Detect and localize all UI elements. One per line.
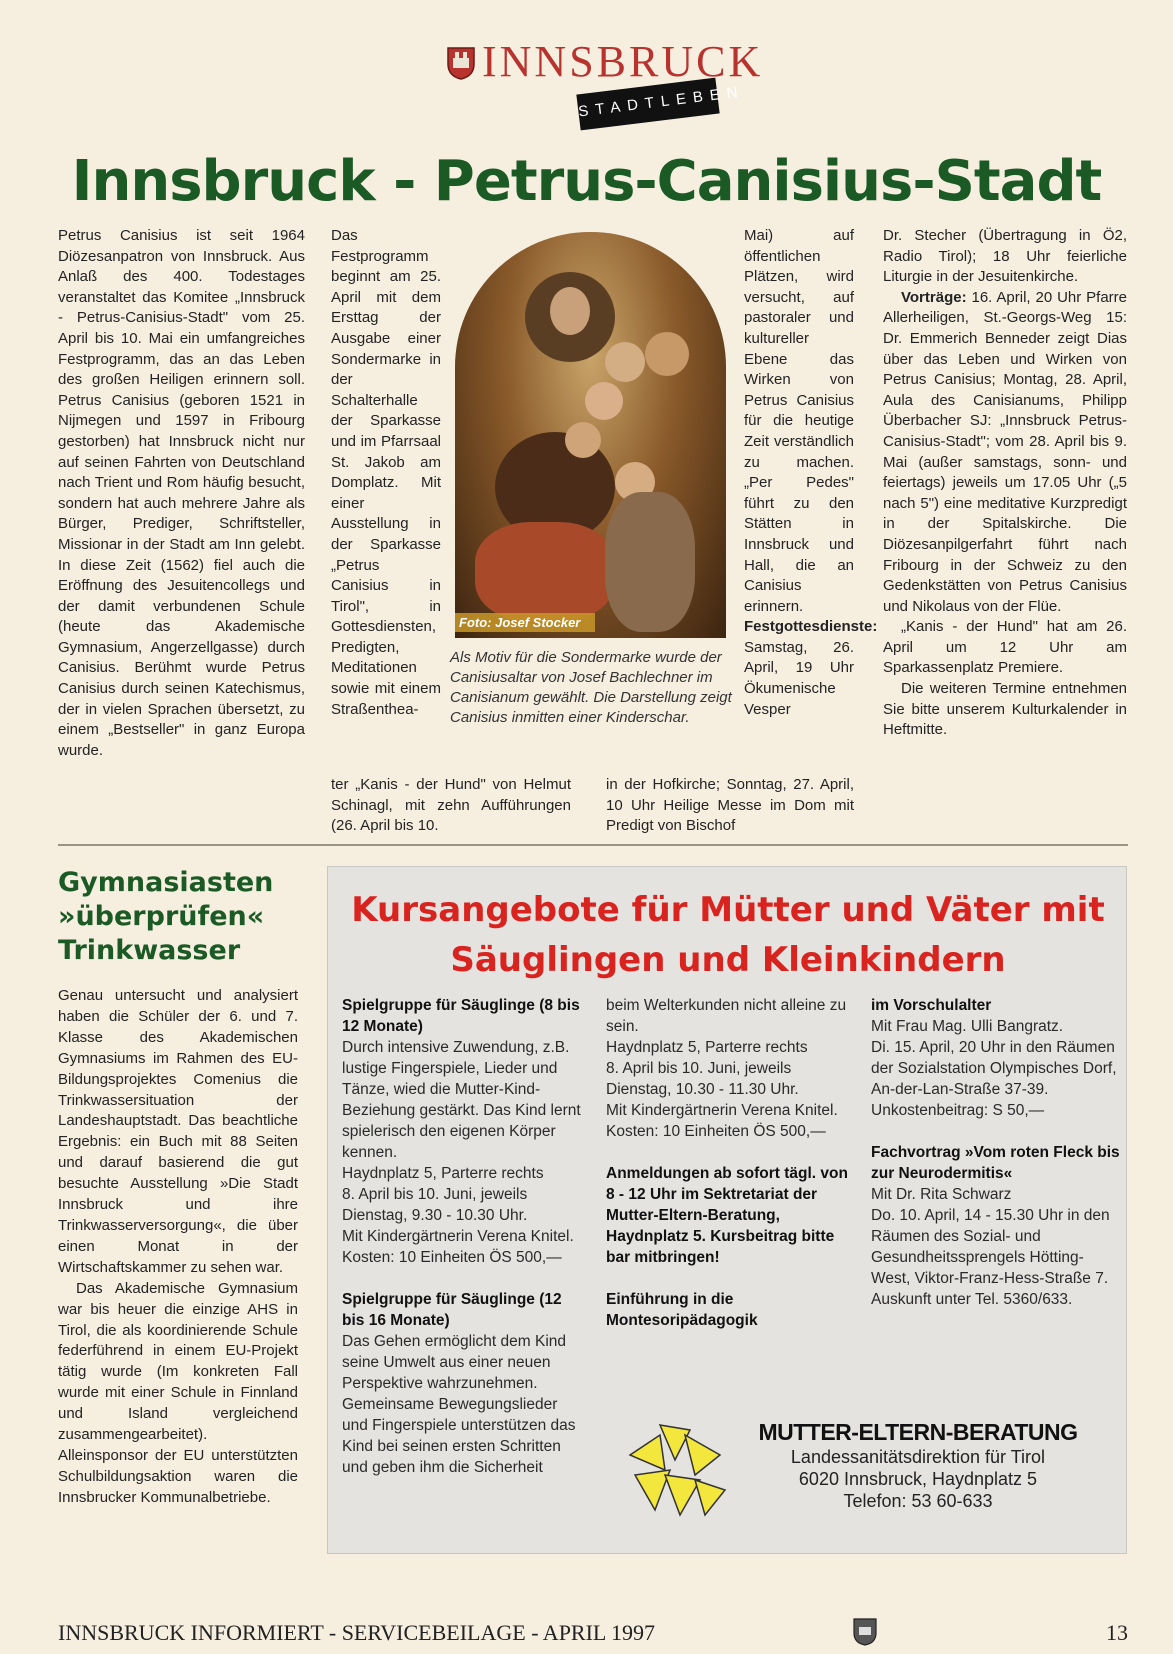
course-detail: Mit Kindergärtnerin Verena Knitel. [342,1228,574,1245]
course-detail: 8. April bis 10. Juni, jeweils [342,1186,528,1203]
course-column-2 [606,995,856,1331]
section-divider [58,844,1128,846]
course-detail: Mit Dr. Rita Schwarz [871,1186,1012,1203]
sidebar-body [58,986,298,1509]
organization-name: MUTTER-ELTERN-BERATUNG [758,1419,1078,1445]
sidebar-title: Gymnasiasten »überprüfen« Trinkwasser [58,867,274,966]
course-detail: Kosten: 10 Einheiten ÖS 500,— [606,1123,826,1140]
article-column-5 [331,775,571,837]
course-detail: Do. 10. April, 14 - 15.30 Uhr in den Räumen des Sozial- und Gesundheitssprengels Hötting-West, Viktor-Franz-Hess-Straße 7. [871,1207,1110,1287]
course-detail: 8. April bis 10. Juni, jeweils [606,1060,792,1077]
article-column-4 [883,226,1127,741]
course-detail: Mit Kindergärtnerin Verena Knitel. [606,1102,838,1119]
course-column-3 [871,995,1121,1310]
triangles-logo-icon [620,1415,730,1525]
sidebar-paragraph: Das Akademische Gymnasium war bis heuer die einzige AHS in Tirol, die als koordinierende Schule federführend in einem EU-Projekt tätig wurde (Im konkreten Fall wurde mit einer Schule in Finnland und Island vergleichend zusammengearbeitet). Alleinsponsor der EU unterstützten Schulbildungsaktion waren die Innsbrucker Kommunalbetriebe. [58,1279,298,1506]
course-title: im Vorschulalter [871,997,992,1014]
photo-credit: Foto: Josef Stocker [455,613,595,632]
course-detail: Kosten: 10 Einheiten ÖS 500,— [342,1249,562,1266]
footer-publication: INNSBRUCK INFORMIERT - SERVICEBEILAGE - APRIL 1997 [58,1620,656,1645]
course-description: Durch intensive Zuwendung, z.B. lustige Fingerspiele, Lieder und Tänze, wied die Mutter-Kind-Beziehung gestärkt. Das Kind lernt spielerisch den eigenen Körper kennen. [342,1039,581,1161]
course-detail: Di. 15. April, 20 Uhr in den Räumen der Sozialstation Olympisches Dorf, An-der-Lan-Straße 37-39. [871,1039,1117,1098]
article-column-6 [606,775,854,837]
course-detail: Haydnplatz 5, Parterre rechts [342,1165,544,1182]
course-detail: Haydnplatz 5, Parterre rechts [606,1039,808,1056]
course-detail: Dienstag, 9.30 - 10.30 Uhr. [342,1207,528,1224]
course-title: Fachvortrag »Vom roten Fleck bis zur Neurodermitis« [871,1144,1120,1182]
page-footer [58,1620,1128,1650]
vortraege-heading: Vorträge: [901,288,967,306]
article-paragraph: 16. April, 20 Uhr Pfarre Allerheiligen, St.-Georgs-Weg 15: Dr. Emmerich Benneder zeigt Dias über das Leben und Wirken von Petrus Canisius; Montag, 28. April, Aula des Canisianums, Philipp Überbacher SJ: „Innsbruck Petrus-Canisius-Stadt"; vom 28. April bis 9. Mai (außer samstags, sonn- und feiertags) jeweils um 17.05 Uhr („5 nach 5") eine meditative Kurzpredigt in der Spitalskirche. Die Diözesanpilgerfahrt führt nach Fribourg in der Schweiz zu den Gedenkstätten von Petrus Canisius und Nikolaus von der Flüe. [883,288,1127,615]
course-column-1 [342,995,587,1478]
course-detail: Dienstag, 10.30 - 11.30 Uhr. [606,1081,799,1098]
course-detail: Auskunft unter Tel. 5360/633. [871,1291,1073,1308]
article-paragraph: Mai) auf öffentlichen Plätzen, wird versucht, auf pastoraler und kultureller Ebene das Wirken von Petrus Canisius für die heutige Zeit verständlich zu machen. „Per Pedes" führt zu den Stätten in Innsbruck und Hall, die an Canisius erinnern. [744,227,854,615]
brand-tagline: STADTLEBEN [576,78,719,131]
course-offer-box [327,866,1127,1554]
organization-block [748,1419,1088,1512]
course-title: Einführung in die Montesoripädagogik [606,1291,758,1329]
canisius-altar-photo [455,232,726,638]
brand-name: INNSBRUCK [482,37,764,86]
article-paragraph: Petrus Canisius ist seit 1964 Diözesanpatron von Innsbruck. Aus Anlaß des 400. Todestages veranstaltet das Komitee „Innsbruck - Petrus-Canisius-Stadt" vom 25. April bis 10. Mai ein umfangreiches Festprogramm, das an das Leben des großen Heiligen erinnern soll. Petrus Canisius (geboren 1521 in Nijmegen und 1597 in Fribourg gestorben) hat Innsbruck nicht nur auf seinen Fahrten von Deutschland nach Trient und Rom häufig besucht, sondern hat auch mehrere Jahre als Bürger, Prediger, Schriftsteller, Missionar in der Stadt am Inn gelebt. In diese Zeit (1562) fiel auch die Eröffnung des Jesuitencollegs und der damit verbundenen Schule (heute das Akademische Gymnasium, Angerzellgasse) durch Canisius. Berühmt wurde Petrus Canisius durch seinen Katechismus, der in vielen Sprachen übersetzt, zu einem „Bestseller" in ganz Europa wurde. [58,227,305,759]
signup-notice: Anmeldungen ab sofort tägl. von 8 - 12 Uhr im Sektretariat der Mutter-Eltern-Beratung, Haydnplatz 5. Kursbeitrag bitte bar mitbringen! [606,1165,848,1266]
photo-caption: Als Motiv für die Sondermarke wurde der Canisiusaltar von Josef Bachlechner im Canisianum gewählt. Die Darstellung zeigt Canisius inmitten einer Kinderschar. [450,649,732,726]
organization-phone: Telefon: 53 60-633 [843,1491,993,1511]
course-detail: Unkostenbeitrag: S 50,— [871,1102,1045,1119]
course-title: Spielgruppe für Säuglinge (8 bis 12 Monate) [342,997,580,1035]
course-detail: Mit Frau Mag. Ulli Bangratz. [871,1018,1064,1035]
organization-address-line: 6020 Innsbruck, Haydnplatz 5 [798,1469,1038,1489]
article-paragraph: in der Hofkirche; Sonntag, 27. April, 10 Uhr Heilige Messe im Dom mit Predigt von Bischof [606,776,854,835]
article-paragraph: Das Festprogramm beginnt am 25. April mit dem Ersttag der Ausgabe einer Sondermarke in der Schalterhalle der Sparkasse und im Pfarrsaal St. Jakob am Domplatz. Mit einer Ausstellung in der Sparkasse „Petrus Canisius in Tirol", in Gottesdiensten, Predigten, Meditationen sowie mit einem Straßenthea- [331,227,441,718]
city-crest-icon [446,44,476,80]
article-paragraph: „Kanis - der Hund" hat am 26. April um 12 Uhr am Sparkassenplatz Premiere. [883,618,1127,677]
article-paragraph: Samstag, 26. April, 19 Uhr Ökumenische Vesper [744,638,854,718]
course-box-title: Kursangebote für Mütter und Väter mit Säuglingen und Kleinkindern [351,890,1105,980]
article-paragraph: ter „Kanis - der Hund" von Helmut Schinagl, mit zehn Aufführungen (26. April bis 10. [331,776,571,835]
masthead [446,36,764,126]
course-description: beim Welterkunden nicht alleine zu sein. [606,997,847,1035]
course-title: Spielgruppe für Säuglinge (12 bis 16 Monate) [342,1291,562,1329]
organization-address-line: Landessanitätsdirektion für Tirol [790,1447,1046,1467]
article-column-3 [744,226,878,720]
article-paragraph: Dr. Stecher (Übertragung in Ö2, Radio Tirol); 18 Uhr feierliche Liturgie in der Jesuitenkirche. [883,227,1127,286]
article-column-1 [58,226,305,761]
page-headline: Innsbruck - Petrus-Canisius-Stadt [71,149,1102,214]
course-description: Das Gehen ermöglicht dem Kind seine Umwelt aus einer neuen Perspektive wahrzunehmen. Gemeinsame Bewegungslieder und Fingerspiele unterstützen das Kind bei seinen ersten Schritten und geben ihm die Sicherheit [342,1333,576,1476]
city-crest-icon [852,1616,878,1646]
sidebar-paragraph: Genau untersucht und analysiert haben die Schüler der 6. und 7. Klasse des Akademischen Gymnasiums im Rahmen des EU-Bildungsprojektes Comenius die Trinkwassersituation der Landeshauptstadt. Das beachtliche Ergebnis: ein Buch mit 88 Seiten und darauf basierend die gut besuchte Ausstellung »Die Stadt Innsbruck und ihre Trinkwasserversorgung«, die über einen Monat in der Wirtschaftskammer zu sehen war. [58,987,298,1276]
article-column-2 [331,226,441,720]
article-paragraph: Die weiteren Termine entnehmen Sie bitte unserem Kulturkalender in Heftmitte. [883,680,1127,739]
page-number: 13 [1106,1620,1128,1645]
festgottesdienste-heading: Festgottesdienste: [744,618,878,636]
